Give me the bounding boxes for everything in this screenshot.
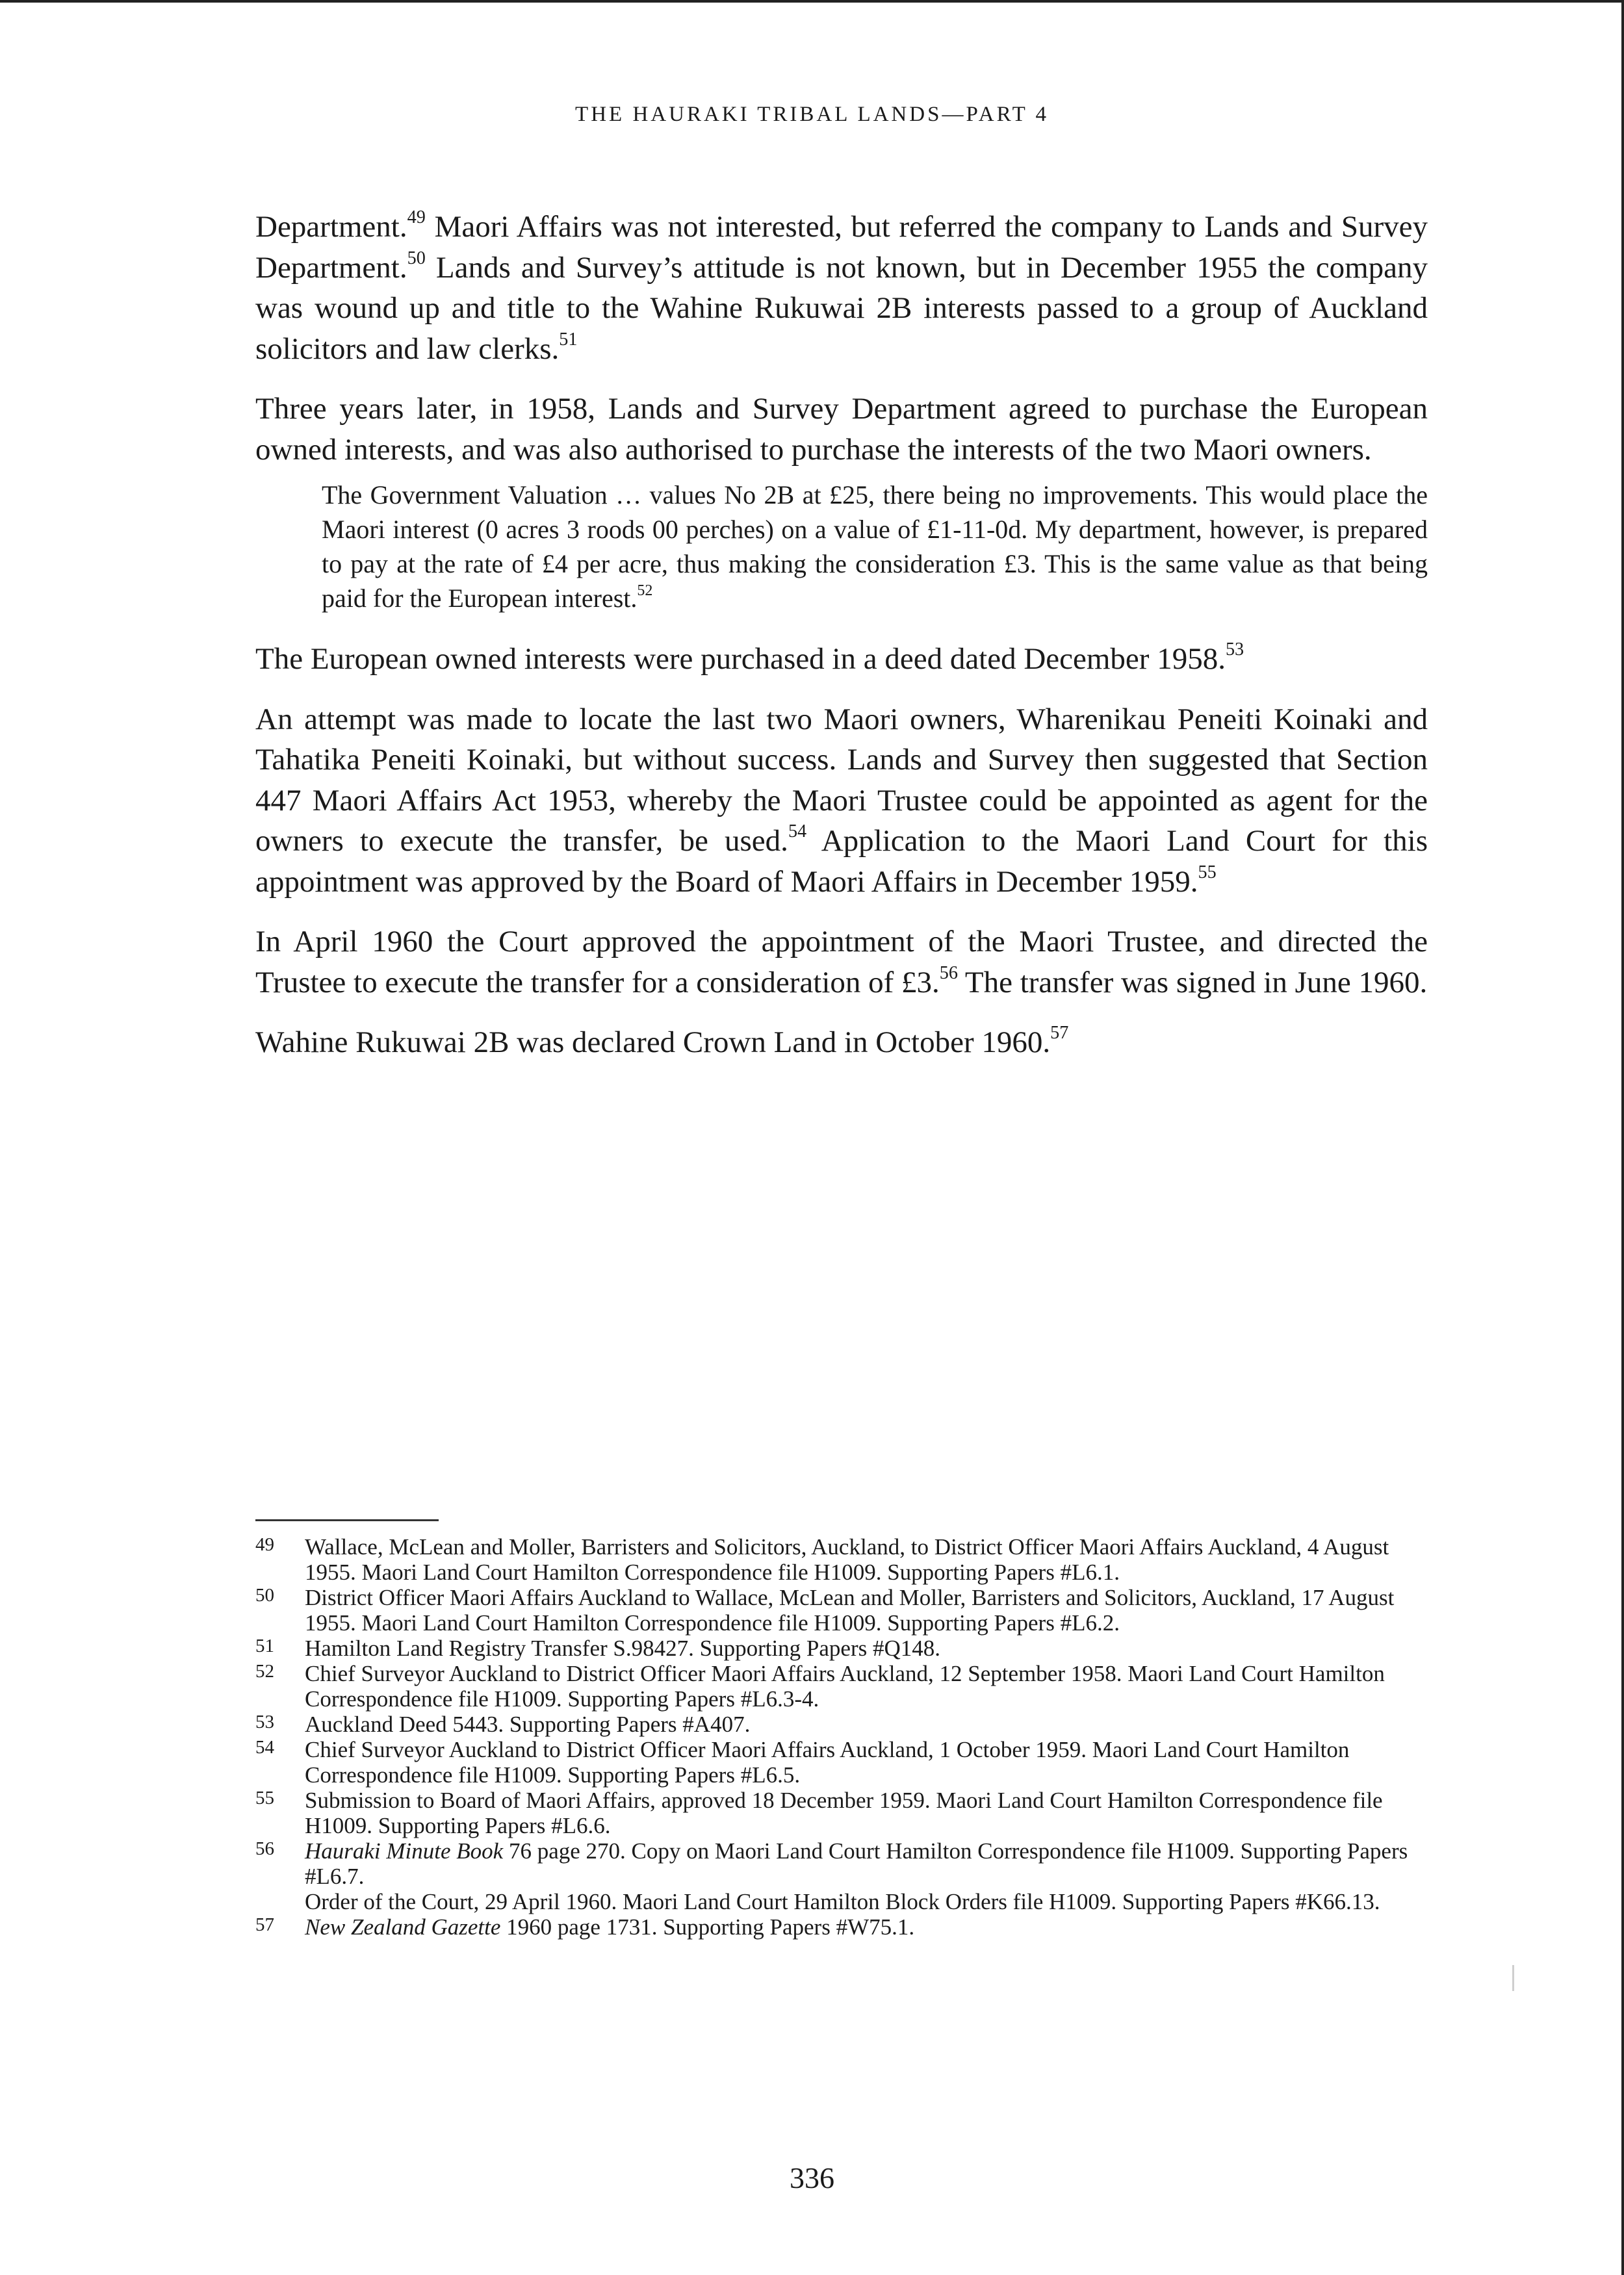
- footnote: [255, 1534, 1428, 1585]
- footnote-line: [305, 1737, 1428, 1788]
- footnote-number: 55: [255, 1788, 274, 1808]
- footnote: [255, 1712, 1428, 1737]
- text-run: Department.: [255, 210, 407, 244]
- footnote: [255, 1636, 1428, 1661]
- footnote-line: [305, 1534, 1428, 1585]
- footnote-ref: 51: [559, 329, 578, 350]
- footnote-line: [305, 1661, 1428, 1712]
- footnote: [255, 1914, 1428, 1940]
- italic-title: Hauraki Minute Book: [305, 1838, 504, 1864]
- footnote-text: [305, 1737, 1428, 1788]
- footnote-text: [305, 1914, 1428, 1940]
- text-run: In April 1960 the Court approved the appointment of the Maori Trustee, and directed the Trustee to execute the transfer for a consideration of £3.: [255, 925, 1428, 999]
- text-run: The Government Valuation … values No 2B at £25, there being no improvements. This would place the Maori interest (0 acres 3 roods 00 perches) on a value of £1-11-0d. My department, however, is prepared to pay at the rate of £4 per acre, thus making the consideration £3. This is the same value as that being paid for the European interest.: [322, 480, 1428, 613]
- footnote-ref: 57: [1050, 1022, 1069, 1043]
- paragraph: [255, 639, 1428, 680]
- text-run: Submission to Board of Maori Affairs, approved 18 December 1959. Maori Land Court Hamilton Correspondence file H1009. Supporting Papers #L6.6.: [305, 1788, 1383, 1838]
- footnote-ref: 52: [637, 582, 653, 599]
- footnote-ref: 50: [407, 248, 426, 268]
- paragraph: [255, 207, 1428, 369]
- italic-title: New Zealand Gazette: [305, 1914, 501, 1940]
- footnote: [255, 1661, 1428, 1712]
- text-run: Maori Affairs was not interested, but referred the company to Lands and Survey Department.: [255, 210, 1428, 285]
- text-run: Wahine Rukuwai 2B was declared Crown Land in October 1960.: [255, 1025, 1051, 1059]
- footnote-ref: 56: [939, 962, 958, 983]
- footnote: [255, 1838, 1428, 1914]
- footnote-text: [305, 1838, 1428, 1914]
- text-run: District Officer Maori Affairs Auckland to Wallace, McLean and Moller, Barristers and Solicitors, Auckland, 17 August 1955. Maori Land Court Hamilton Correspondence file H1009. Supporting Papers #L6.2.: [305, 1585, 1395, 1636]
- footnote-number: 51: [255, 1636, 274, 1656]
- footnote-ref: 55: [1198, 862, 1217, 882]
- footnote-number: 50: [255, 1585, 274, 1606]
- footnote-text: [305, 1712, 1428, 1737]
- footnote-line: [305, 1636, 1428, 1661]
- text-run: Application to the Maori Land Court for this appointment was approved by the Board of Maori Affairs in December 1959.: [255, 824, 1428, 899]
- text-run: Auckland Deed 5443. Supporting Papers #A407.: [305, 1712, 751, 1737]
- text-run: Three years later, in 1958, Lands and Survey Department agreed to purchase the European owned interests, and was also authorised to purchase the interests of the two Maori owners.: [255, 392, 1428, 467]
- text-run: 1960 page 1731. Supporting Papers #W75.1.: [500, 1914, 915, 1940]
- footnote: [255, 1788, 1428, 1838]
- footnote-line: [305, 1889, 1428, 1914]
- footnote-text: [305, 1636, 1428, 1661]
- paragraphs-after: [255, 639, 1428, 1063]
- footnote-rule: [255, 1519, 439, 1521]
- footnote-line: [305, 1585, 1428, 1636]
- text-run: Wallace, McLean and Moller, Barristers and Solicitors, Auckland, to District Officer Maori Affairs Auckland, 4 August 1955. Maori Land Court Hamilton Correspondence file H1009. Supporting Papers #L6.1.: [305, 1534, 1389, 1585]
- page-number: 336: [790, 2161, 834, 2194]
- footnote-ref: 54: [788, 821, 807, 842]
- scan-mark: [1512, 1965, 1514, 1991]
- block-quote: [322, 478, 1428, 615]
- footnote-number: 49: [255, 1534, 274, 1555]
- footnote-ref: 49: [407, 207, 426, 227]
- footnote-text: [305, 1788, 1428, 1838]
- footnote-ref: 53: [1225, 639, 1244, 660]
- text-run: The European owned interests were purchased in a deed dated December 1958.: [255, 642, 1226, 676]
- text-run: Order of the Court, 29 April 1960. Maori Land Court Hamilton Block Orders file H1009. Supporting Papers #K66.13.: [305, 1889, 1380, 1914]
- footnote-line: [305, 1914, 1428, 1940]
- running-head: THE HAURAKI TRIBAL LANDS—PART 4: [575, 103, 1049, 126]
- text-run: Hamilton Land Registry Transfer S.98427. Supporting Papers #Q148.: [305, 1636, 941, 1661]
- footnote-number: 57: [255, 1914, 274, 1935]
- text-run: Chief Surveyor Auckland to District Officer Maori Affairs Auckland, 1 October 1959. Maori Land Court Hamilton Correspondence file H1009. Supporting Papers #L6.5.: [305, 1737, 1350, 1788]
- paragraph: [255, 699, 1428, 903]
- footnote-line: [305, 1788, 1428, 1838]
- body-text: [255, 207, 1428, 1083]
- text-run: 76 page 270. Copy on Maori Land Court Hamilton Correspondence file H1009. Supporting Papers #L6.7.: [305, 1838, 1408, 1889]
- text-run: An attempt was made to locate the last two Maori owners, Wharenikau Peneiti Koinaki and Tahatika Peneiti Koinaki, but without success. Lands and Survey then suggested that Section 447 Maori Affairs Act 1953, whereby the Maori Trustee could be appointed as agent for the owners to execute the transfer, be used.: [255, 702, 1428, 858]
- footnote-line: [305, 1712, 1428, 1737]
- footnote-number: 56: [255, 1838, 274, 1859]
- page-top-edge: [0, 0, 1624, 3]
- text-run: The transfer was signed in June 1960.: [957, 965, 1428, 999]
- footnote-number: 53: [255, 1712, 274, 1732]
- paragraphs-before: [255, 207, 1428, 470]
- text-run: Chief Surveyor Auckland to District Officer Maori Affairs Auckland, 12 September 1958. Maori Land Court Hamilton Correspondence file H1009. Supporting Papers #L6.3-4.: [305, 1661, 1385, 1712]
- footnote-number: 54: [255, 1737, 274, 1758]
- page-right-edge: [1621, 0, 1624, 2275]
- footnote-text: [305, 1661, 1428, 1712]
- footnotes: [255, 1534, 1428, 1940]
- paragraph: [255, 1022, 1428, 1063]
- footnote-text: [305, 1534, 1428, 1585]
- text-run: Lands and Survey’s attitude is not known, but in December 1955 the company was wound up and title to the Wahine Rukuwai 2B interests passed to a group of Auckland solicitors and law clerks.: [255, 250, 1428, 366]
- paragraph: [255, 921, 1428, 1003]
- footnote-line: [305, 1838, 1428, 1889]
- paragraph: [255, 389, 1428, 470]
- footnote: [255, 1737, 1428, 1788]
- footnote-number: 52: [255, 1661, 274, 1682]
- footnote-text: [305, 1585, 1428, 1636]
- footnote: [255, 1585, 1428, 1636]
